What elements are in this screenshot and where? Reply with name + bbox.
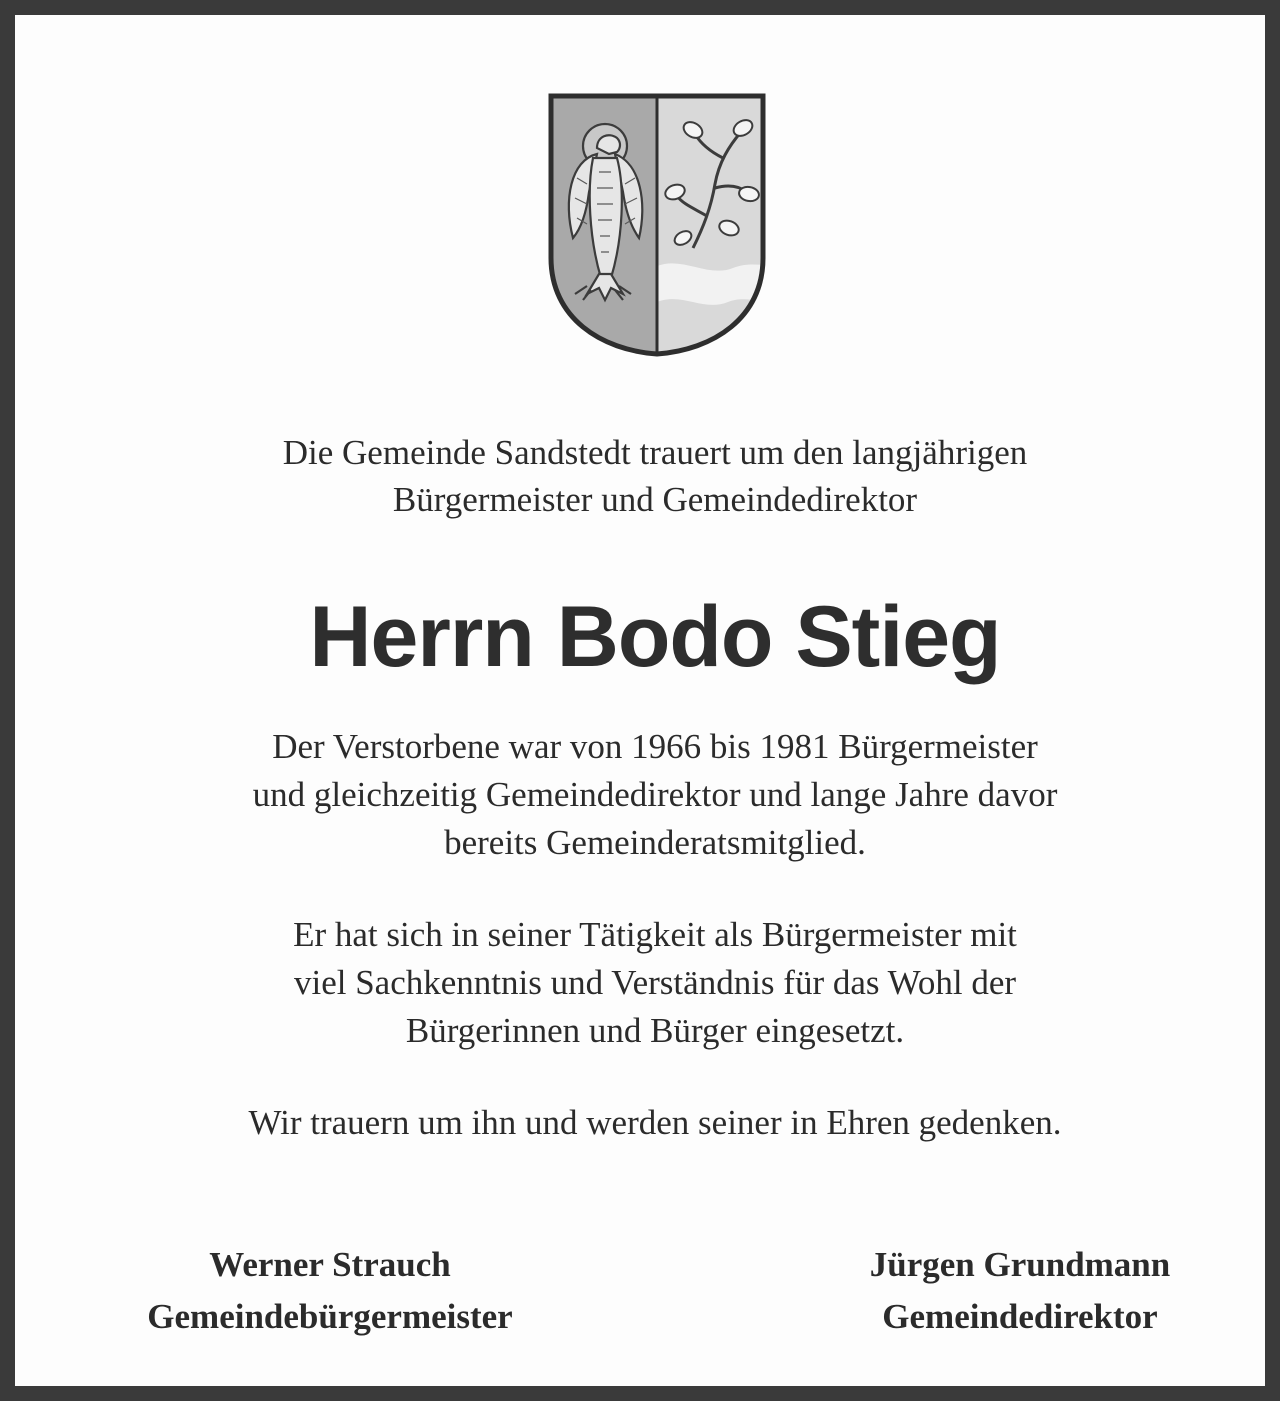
paragraph-line: Wir trauern um ihn und werden seiner in Ehren gedenken. — [248, 1103, 1062, 1142]
signatory-name: Werner Strauch — [209, 1245, 451, 1284]
signature-right — [805, 1239, 1235, 1343]
paragraph-line: Er hat sich in seiner Tätigkeit als Bürgermeister mit — [293, 915, 1017, 954]
paragraph-line: und gleichzeitig Gemeindedirektor und lange Jahre davor — [252, 775, 1058, 814]
signatory-name: Jürgen Grundmann — [869, 1245, 1171, 1284]
paragraph-merits — [55, 911, 1255, 1055]
paragraph-line: Der Verstorbene war von 1966 bis 1981 Bürgermeister — [272, 727, 1038, 766]
intro-line: Die Gemeinde Sandstedt trauert um den langjährigen — [282, 433, 1028, 472]
signatory-title: Gemeindebürgermeister — [147, 1297, 513, 1336]
paragraph-line: Bürgerinnen und Bürger eingesetzt. — [405, 1011, 905, 1050]
paragraph-line: bereits Gemeinderatsmitglied. — [444, 823, 866, 862]
signatory-title: Gemeindedirektor — [882, 1297, 1158, 1336]
paragraph-career — [55, 723, 1255, 867]
intro-line: Bürgermeister und Gemeindedirektor — [392, 480, 918, 519]
paragraph-line: viel Sachkenntnis und Verständnis für das Wohl der — [293, 963, 1017, 1002]
paragraph-mourning — [55, 1099, 1255, 1147]
coat-of-arms-icon — [543, 88, 771, 358]
deceased-name: Herrn Bodo Stieg — [309, 589, 1001, 685]
signature-left — [75, 1239, 585, 1343]
intro-text — [75, 429, 1235, 523]
